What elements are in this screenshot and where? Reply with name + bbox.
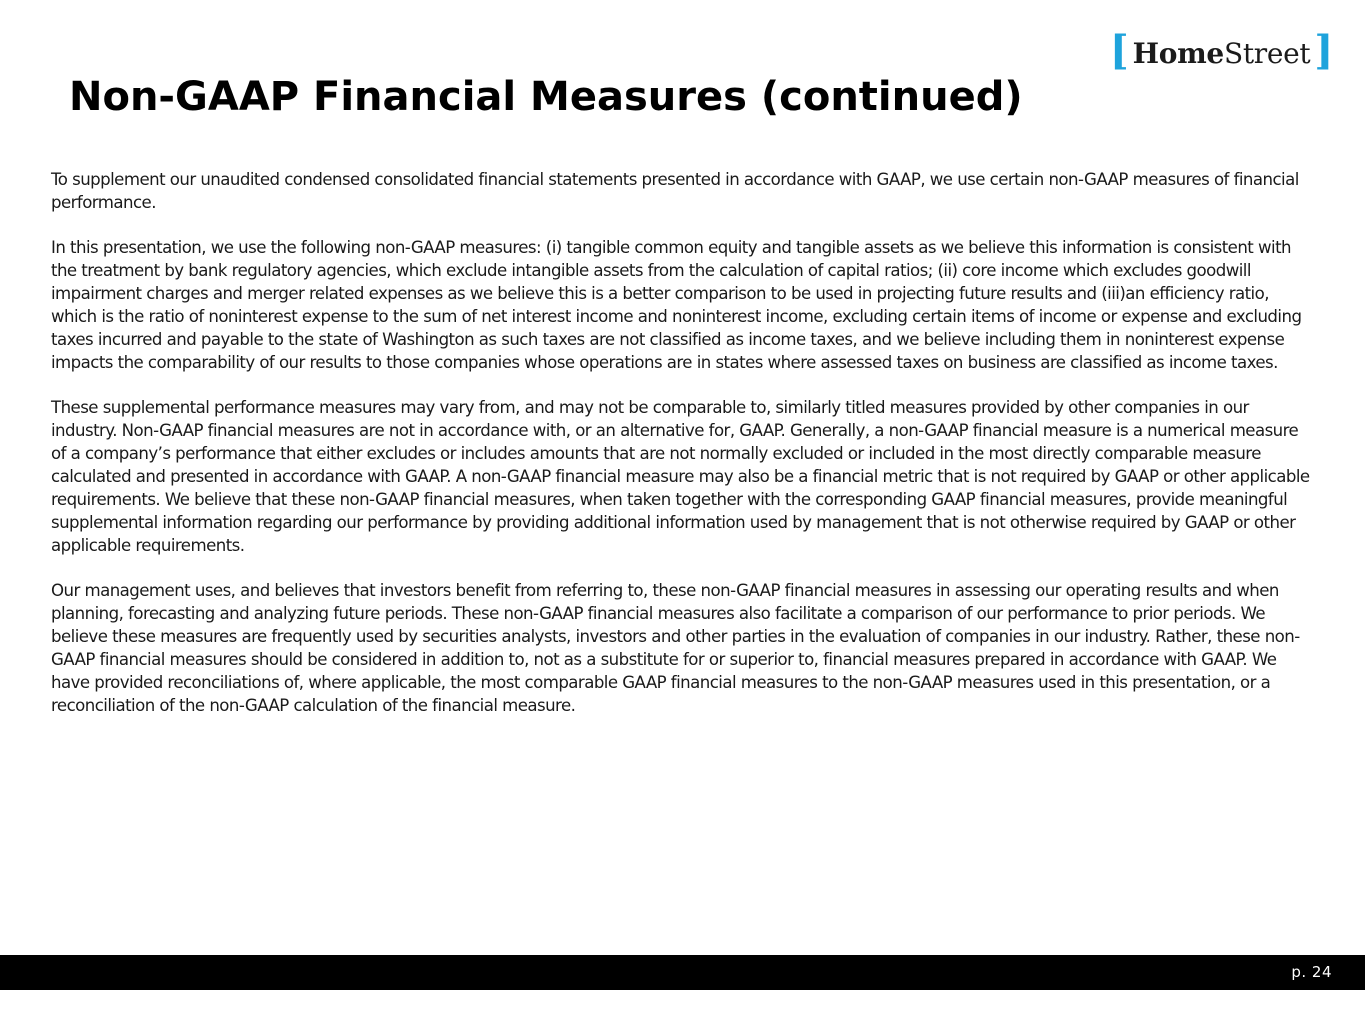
slide-title: Non-GAAP Financial Measures (continued)	[69, 74, 1023, 120]
logo-street-text: Street	[1223, 36, 1311, 70]
paragraph-management-use: Our management uses, and believes that investors benefit from referring to, these non-GAAP financial measures in assessing our operating results and when planning, forecasting and analyzing future periods. These non-GAAP financial measures also facilitate a comparison of our performance to prior periods. We believe these measures are frequently used by securities analysts, investors and other parties in the evaluation of companies in our industry. Rather, these non-GAAP financial measures should be considered in addition to, not as a substitute for or superior to, financial measures prepared in accordance with GAAP. We have provided reconciliations of, where applicable, the most comparable GAAP financial measures to the non-GAAP measures used in this presentation, or a reconciliation of the non-GAAP calculation of the financial measure.	[51, 581, 1300, 715]
page-number: p. 24	[1291, 963, 1332, 981]
paragraph-measures-used: In this presentation, we use the following non-GAAP measures: (i) tangible common equity and tangible assets as we believe this information is consistent with the treatment by bank regulatory agencies, which exclude intangible assets from the calculation of capital ratios; (ii) core income which excludes goodwill impairment charges and merger related expenses as we believe this is a better comparison to be used in projecting future results and (iii)an efficiency ratio, which is the ratio of noninterest expense to the sum of net interest income and noninterest income, excluding certain items of income or expense and excluding taxes incurred and payable to the state of Washington as such taxes are not classified as income taxes, and we believe including them in noninterest expense impacts the comparability of our results to those companies whose operations are in states where assessed taxes on business are classified as income taxes.	[51, 238, 1302, 372]
homestreet-logo	[1109, 27, 1333, 74]
logo-bracket-left: [	[1109, 27, 1129, 74]
footer-bar	[0, 955, 1365, 990]
paragraph-intro: To supplement our unaudited condensed consolidated financial statements presented in accordance with GAAP, we use certain non-GAAP measures of financial performance.	[51, 170, 1299, 212]
body-text	[51, 168, 1313, 739]
paragraph-supplemental: These supplemental performance measures may vary from, and may not be comparable to, similarly titled measures provided by other companies in our industry. Non-GAAP financial measures are not in accordance with, or an alternative for, GAAP. Generally, a non-GAAP financial measure is a numerical measure of a company’s performance that either excludes or includes amounts that are not normally excluded or included in the most directly comparable measure calculated and presented in accordance with GAAP. A non-GAAP financial measure may also be a financial metric that is not required by GAAP or other applicable requirements. We believe that these non-GAAP financial measures, when taken together with the corresponding GAAP financial measures, provide meaningful supplemental information regarding our performance by providing additional information used by management that is not otherwise required by GAAP or other applicable requirements.	[51, 398, 1310, 555]
logo-home-text: Home	[1132, 36, 1224, 70]
logo-bracket-right: ]	[1314, 27, 1333, 74]
